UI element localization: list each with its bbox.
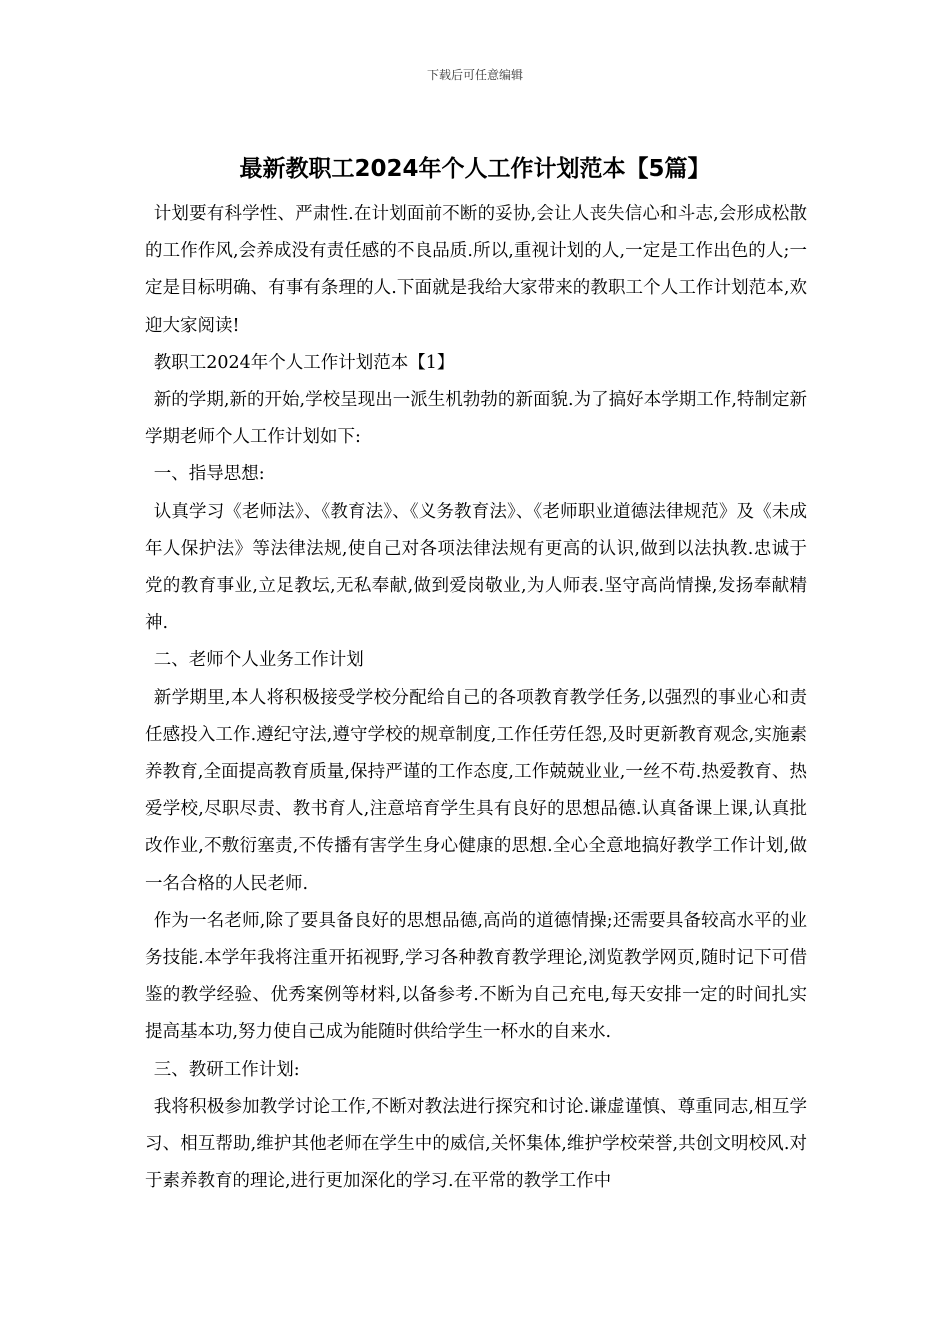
- document-title: 最新教职工2024年个人工作计划范本【5篇】: [239, 156, 711, 182]
- section-heading-business-plan: 二、老师个人业务工作计划: [153, 650, 364, 671]
- document-body: [145, 196, 807, 1200]
- header-note: 下载后可任意编辑: [426, 68, 523, 82]
- paragraph-skills: 作为一名老师,除了要具备良好的思想品德,高尚的道德情操;还需要具备较高水平的业务技能.本学年我将注重开拓视野,学习各种教育教学理论,浏览教学网页,随时记下可借鉴的教学经验、优秀案例等材料,以备参考.不断为自己充电,每天安排一定的时间扎实提高基本功,努力使自己成为能随时供给学生一杯水的自来水.: [145, 910, 807, 1043]
- paragraph-opening: 新的学期,新的开始,学校呈现出一派生机勃勃的新面貌.为了搞好本学期工作,特制定新学期老师个人工作计划如下:: [145, 390, 807, 448]
- section-heading-research-plan: 三、教研工作计划:: [153, 1059, 300, 1080]
- paragraph-intro: 计划要有科学性、严肃性.在计划面前不断的妥协,会让人丧失信心和斗志,会形成松散的工作作风,会养成没有责任感的不良品质.所以,重视计划的人,一定是工作出色的人;一定是目标明确、有事有条理的人.下面就是我给大家带来的教职工个人工作计划范本,欢迎大家阅读!: [145, 204, 807, 336]
- section-heading-plan-1: 教职工2024年个人工作计划范本【1】: [153, 352, 455, 373]
- paragraph-guiding-thought: 认真学习《老师法》、《教育法》、《义务教育法》、《老师职业道德法律规范》及《未成年人保护法》等法律法规,使自己对各项法律法规有更高的认识,做到以法执教.忠诚于党的教育事业,立足教坛,无私奉献,做到爱岗敬业,为人师表.坚守高尚情操,发扬奉献精神.: [145, 501, 807, 634]
- paragraph-research-plan: 我将积极参加教学讨论工作,不断对教法进行探究和讨论.谦虚谨慎、尊重同志,相互学习、相互帮助,维护其他老师在学生中的威信,关怀集体,维护学校荣誉,共创文明校风.对于素养教育的理论,进行更加深化的学习.在平常的教学工作中: [145, 1096, 807, 1192]
- paragraph-business-plan: 新学期里,本人将积极接受学校分配给自己的各项教育教学任务,以强烈的事业心和责任感投入工作.遵纪守法,遵守学校的规章制度,工作任劳任怨,及时更新教育观念,实施素养教育,全面提高教育质量,保持严谨的工作态度,工作兢兢业业,一丝不苟.热爱教育、热爱学校,尽职尽责、教书育人,注意培育学生具有良好的思想品德.认真备课上课,认真批改作业,不敷衍塞责,不传播有害学生身心健康的思想.全心全意地搞好教学工作计划,做一名合格的人民老师.: [145, 687, 807, 894]
- section-heading-guiding-thought: 一、指导思想:: [153, 464, 265, 485]
